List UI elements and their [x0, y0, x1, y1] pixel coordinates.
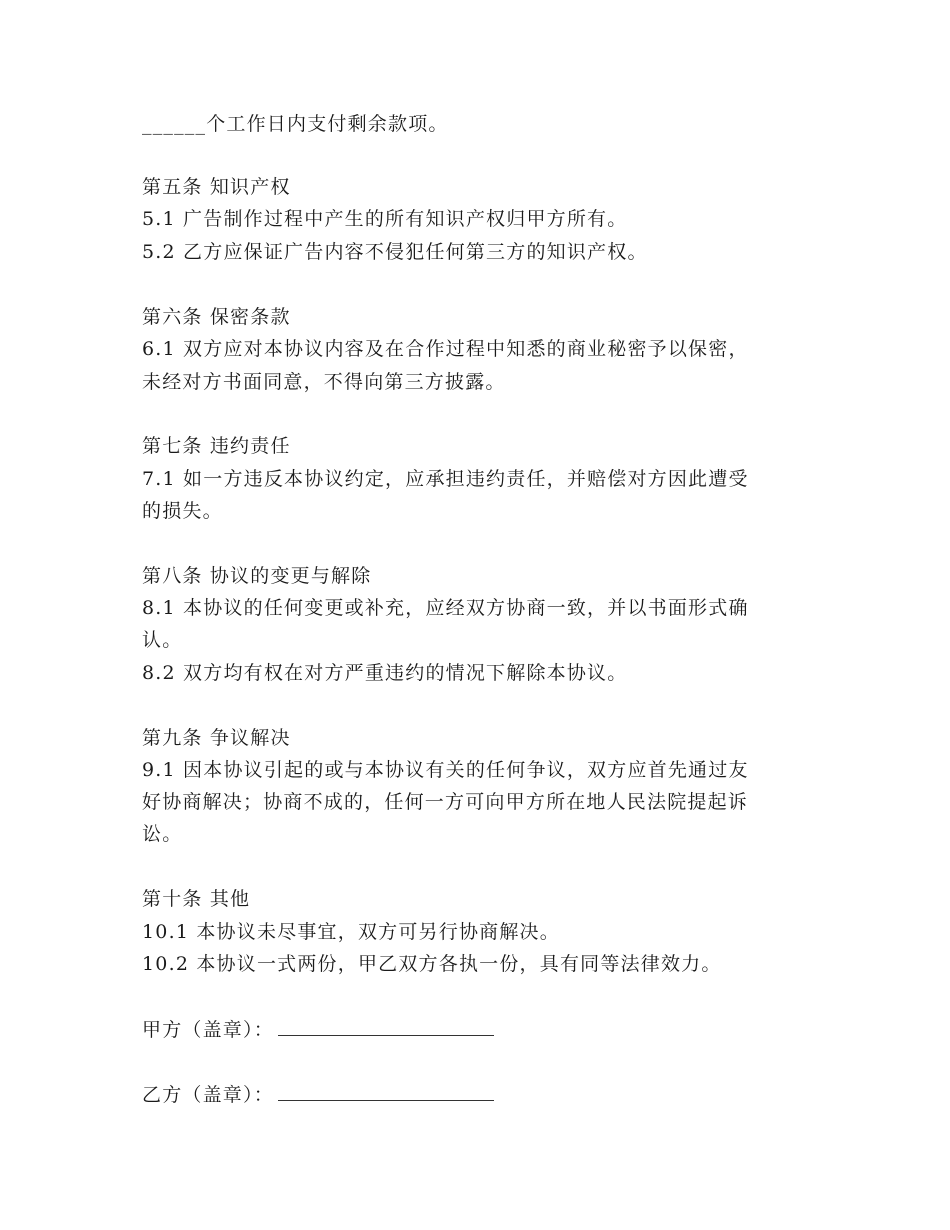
- signature-party-b-blank: [278, 1086, 494, 1101]
- signature-party-a-label: 甲方（盖章）：: [142, 1019, 274, 1041]
- signature-party-b-label: 乙方（盖章）：: [142, 1084, 274, 1106]
- clause-9-1-line-3: 讼。: [142, 823, 183, 845]
- clause-7-1-line-1: 7.1 如一方违反本协议约定，应承担违约责任，并赔偿对方因此遭受: [142, 468, 749, 490]
- clause-5-1: 5.1 广告制作过程中产生的所有知识产权归甲方所有。: [142, 208, 628, 230]
- clause-6-1-line-2: 未经对方书面同意，不得向第三方披露。: [142, 371, 506, 393]
- signature-party-a: [142, 1018, 494, 1042]
- clause-9-1-line-2: 好协商解决；协商不成的，任何一方可向甲方所在地人民法院提起诉: [142, 791, 749, 813]
- payment-clause-continuation: ______个工作日内支付剩余款项。: [142, 113, 449, 135]
- article-9-heading: 第九条 争议解决: [142, 727, 291, 749]
- clause-6-1-line-1: 6.1 双方应对本协议内容及在合作过程中知悉的商业秘密予以保密，: [142, 338, 749, 360]
- article-10-heading: 第十条 其他: [142, 888, 251, 910]
- clause-8-1-line-1: 8.1 本协议的任何变更或补充，应经双方协商一致，并以书面形式确: [142, 597, 749, 619]
- article-6-heading: 第六条 保密条款: [142, 306, 291, 328]
- clause-8-1-line-2: 认。: [142, 629, 183, 651]
- clause-7-1-line-2: 的损失。: [142, 500, 223, 522]
- signature-party-a-blank: [278, 1021, 494, 1036]
- article-8-heading: 第八条 协议的变更与解除: [142, 565, 372, 587]
- clause-10-1: 10.1 本协议未尽事宜，双方可另行协商解决。: [142, 921, 560, 943]
- article-7-heading: 第七条 违约责任: [142, 435, 291, 457]
- signature-party-b: [142, 1083, 494, 1107]
- clause-8-2: 8.2 双方均有权在对方严重违约的情况下解除本协议。: [142, 662, 628, 684]
- article-5-heading: 第五条 知识产权: [142, 176, 291, 198]
- clause-10-2: 10.2 本协议一式两份，甲乙双方各执一份，具有同等法律效力。: [142, 953, 722, 975]
- clause-5-2: 5.2 乙方应保证广告内容不侵犯任何第三方的知识产权。: [142, 241, 648, 263]
- clause-9-1-line-1: 9.1 因本协议引起的或与本协议有关的任何争议，双方应首先通过友: [142, 759, 749, 781]
